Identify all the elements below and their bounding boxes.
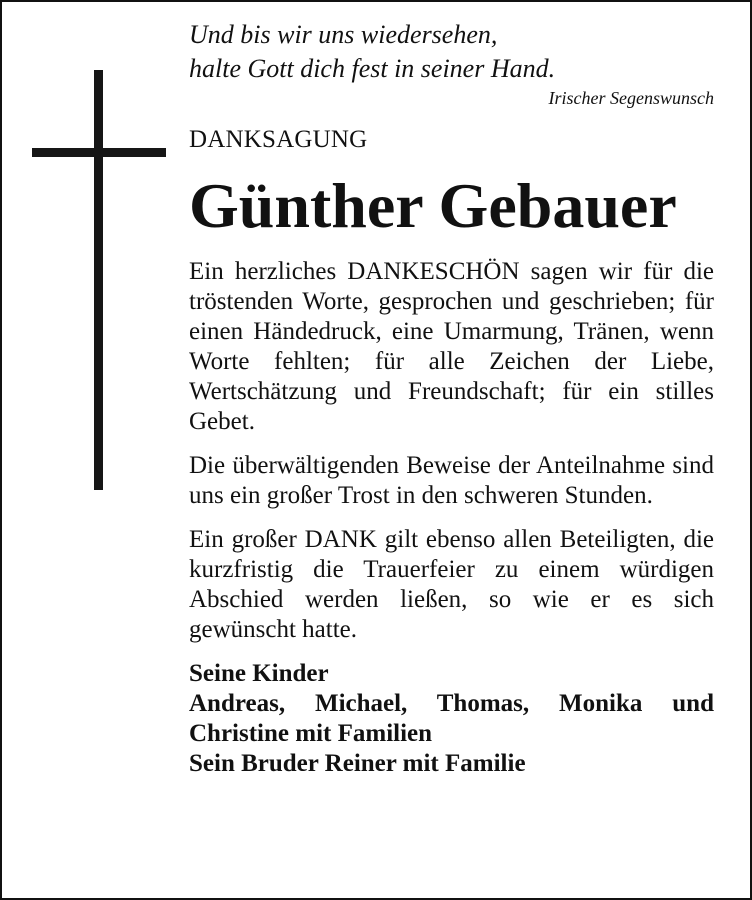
quote-block xyxy=(189,18,714,109)
signature-line: Sein Bruder Reiner mit Familie xyxy=(189,750,526,777)
quote-line: Und bis wir uns wiedersehen, xyxy=(189,20,498,49)
cross-horizontal-bar xyxy=(32,148,166,157)
quote-source: Irischer Segenswunsch xyxy=(548,88,714,108)
signature-line: Seine Kinder xyxy=(189,660,329,687)
cross-vertical-bar xyxy=(94,70,103,490)
signature-line: Christine mit Familien xyxy=(189,720,433,747)
thanks-paragraph: Ein herzliches DANKESCHÖN sagen wir für die tröstenden Worte, gesprochen und geschrieben; für einen Händedruck, eine Umarmung, Tränen, wenn Worte fehlten; für alle Zeichen der Liebe, Wertschätzung und Freundschaft; für ein stilles Gebet. xyxy=(189,258,714,435)
signature-line: Andreas, Michael, Thomas, Monika und xyxy=(189,690,714,717)
thanks-paragraph: Ein großer DANK gilt ebenso allen Beteiligten, die kurzfristig die Trauerfeier zu einem würdigen Abschied werden ließen, so wie er es sich gewünscht hatte. xyxy=(189,526,714,643)
thanks-paragraph: Die überwältigenden Beweise der Anteilnahme sind uns ein großer Trost in den schweren Stunden. xyxy=(189,452,714,509)
signatures-block xyxy=(189,659,714,779)
notice-content xyxy=(189,18,714,779)
notice-heading: DANKSAGUNG xyxy=(189,126,368,153)
quote-line: halte Gott dich fest in seiner Hand. xyxy=(189,54,556,83)
deceased-name: Günther Gebauer xyxy=(189,170,677,241)
